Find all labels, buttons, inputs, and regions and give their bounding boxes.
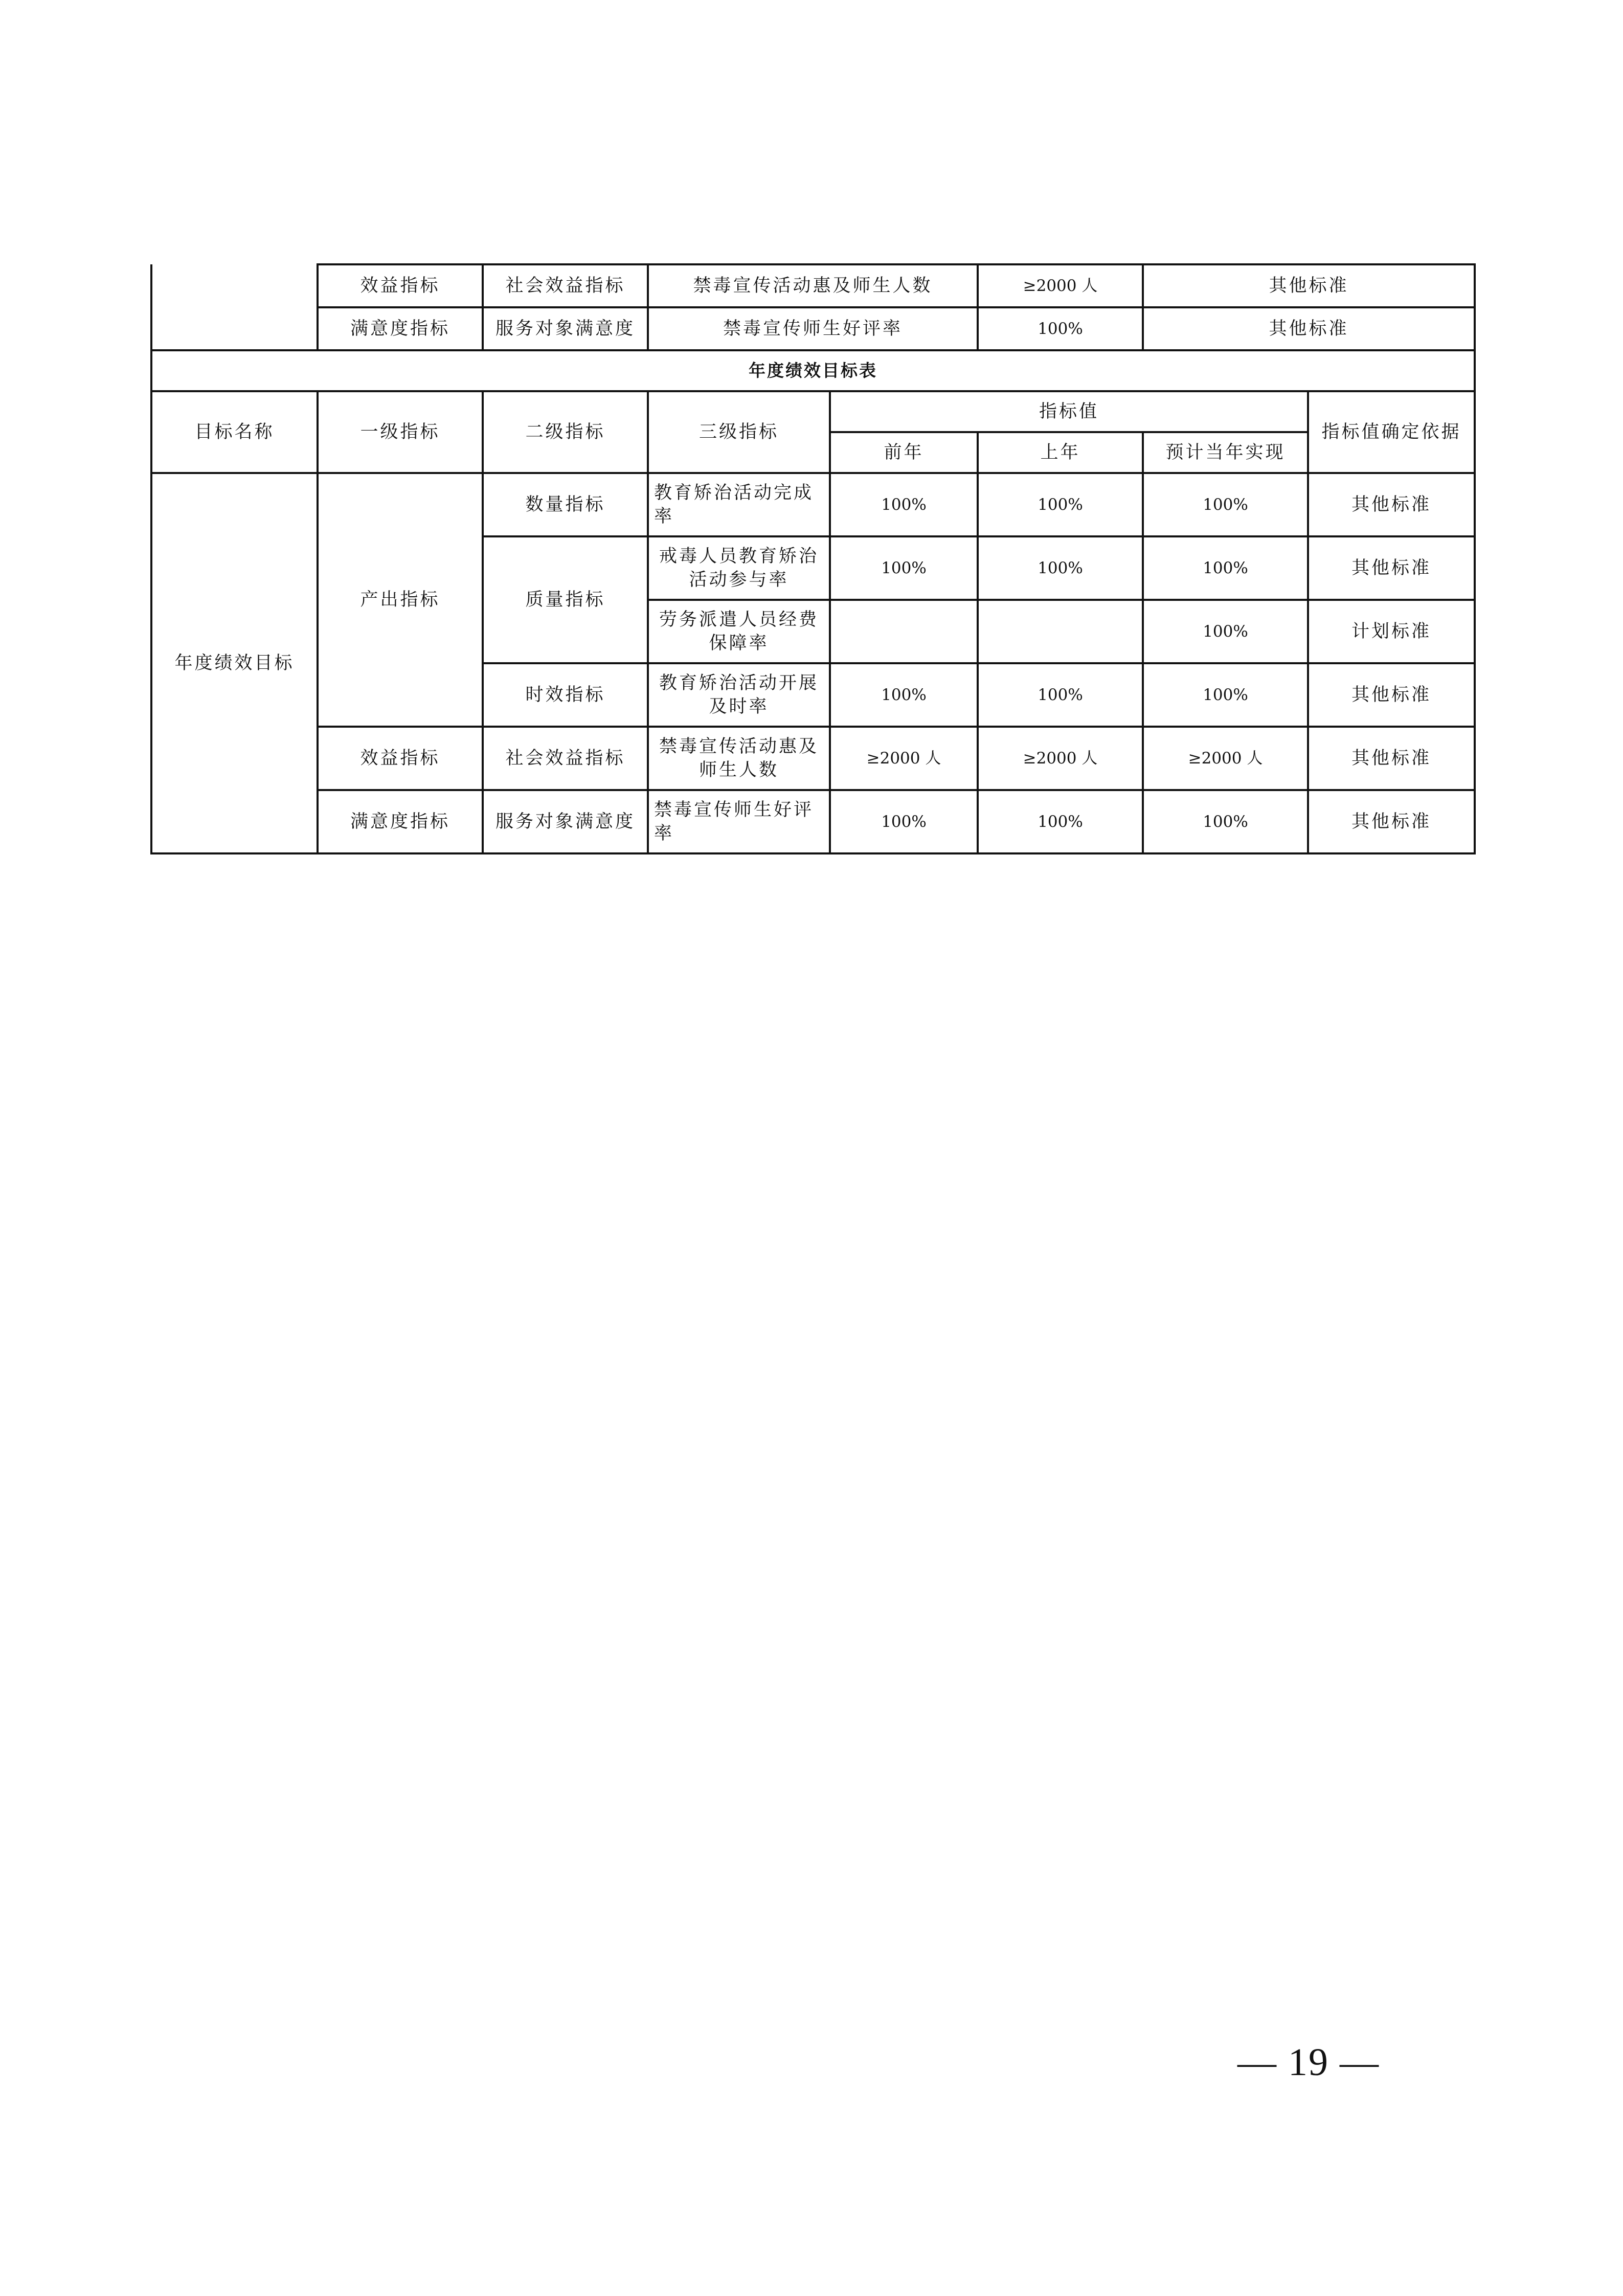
last-cell: 100%	[978, 790, 1143, 853]
prev-cell	[830, 600, 978, 663]
basis-cell: 其他标准	[1143, 307, 1475, 350]
prev-row	[151, 307, 1475, 350]
prev-cell: ≥2000 人	[830, 727, 978, 790]
last-cell: 100%	[978, 663, 1143, 727]
header-prev-year: 前年	[830, 432, 978, 473]
target-name-cell: 年度绩效目标	[151, 473, 318, 853]
basis-cell: 其他标准	[1308, 473, 1475, 536]
performance-table	[150, 263, 1476, 854]
expected-cell: 100%	[1143, 790, 1308, 853]
header-indicator-value: 指标值	[830, 391, 1308, 432]
header-expected: 预计当年实现	[1143, 432, 1308, 473]
level2-cell: 社会效益指标	[483, 264, 648, 307]
level1-cell: 效益指标	[318, 264, 483, 307]
basis-cell: 其他标准	[1308, 663, 1475, 727]
prev-cell: 100%	[830, 663, 978, 727]
header-row	[151, 391, 1475, 432]
level3-cell: 劳务派遣人员经费保障率	[648, 600, 830, 663]
expected-cell: 100%	[1143, 600, 1308, 663]
basis-cell: 其他标准	[1308, 727, 1475, 790]
header-basis: 指标值确定依据	[1308, 391, 1475, 473]
value-cell: 100%	[978, 307, 1143, 350]
header-level3: 三级指标	[648, 391, 830, 473]
basis-cell: 其他标准	[1308, 536, 1475, 600]
last-cell: ≥2000 人	[978, 727, 1143, 790]
basis-cell: 其他标准	[1143, 264, 1475, 307]
blank-cell	[151, 264, 318, 350]
level2-cell: 服务对象满意度	[483, 307, 648, 350]
basis-cell: 计划标准	[1308, 600, 1475, 663]
expected-cell: 100%	[1143, 663, 1308, 727]
table-row	[151, 473, 1475, 536]
level3-cell: 禁毒宣传师生好评率	[648, 307, 978, 350]
basis-cell: 其他标准	[1308, 790, 1475, 853]
last-cell: 100%	[978, 473, 1143, 536]
table-row	[151, 727, 1475, 790]
header-level1: 一级指标	[318, 391, 483, 473]
header-target-name: 目标名称	[151, 391, 318, 473]
last-cell	[978, 600, 1143, 663]
prev-cell: 100%	[830, 790, 978, 853]
level1-cell: 效益指标	[318, 727, 483, 790]
level1-cell: 产出指标	[318, 473, 483, 727]
level3-cell: 教育矫治活动完成率	[648, 473, 830, 536]
level3-cell: 戒毒人员教育矫治活动参与率	[648, 536, 830, 600]
expected-cell: 100%	[1143, 473, 1308, 536]
level3-cell: 禁毒宣传师生好评率	[648, 790, 830, 853]
value-cell: ≥2000 人	[978, 264, 1143, 307]
level2-cell: 时效指标	[483, 663, 648, 727]
level3-cell: 教育矫治活动开展及时率	[648, 663, 830, 727]
prev-cell: 100%	[830, 473, 978, 536]
page-number: — 19 —	[1237, 2041, 1380, 2084]
level1-cell: 满意度指标	[318, 790, 483, 853]
prev-cell: 100%	[830, 536, 978, 600]
annual-table-title: 年度绩效目标表	[151, 350, 1475, 391]
header-last-year: 上年	[978, 432, 1143, 473]
prev-row	[151, 264, 1475, 307]
table-row	[151, 790, 1475, 853]
level2-cell: 质量指标	[483, 536, 648, 663]
expected-cell: ≥2000 人	[1143, 727, 1308, 790]
level2-cell: 社会效益指标	[483, 727, 648, 790]
last-cell: 100%	[978, 536, 1143, 600]
level3-cell: 禁毒宣传活动惠及师生人数	[648, 727, 830, 790]
level2-cell: 服务对象满意度	[483, 790, 648, 853]
level2-cell: 数量指标	[483, 473, 648, 536]
expected-cell: 100%	[1143, 536, 1308, 600]
level1-cell: 满意度指标	[318, 307, 483, 350]
header-level2: 二级指标	[483, 391, 648, 473]
annual-title-row	[151, 350, 1475, 391]
level3-cell: 禁毒宣传活动惠及师生人数	[648, 264, 978, 307]
